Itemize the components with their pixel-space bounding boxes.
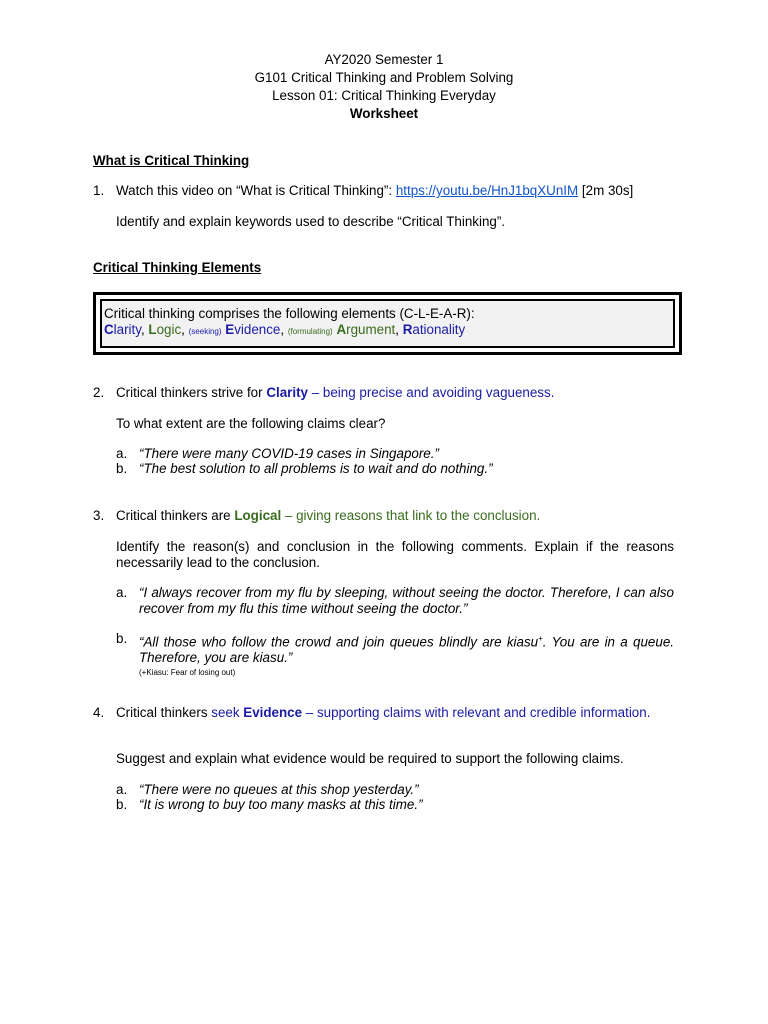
item-number-4: 4. <box>93 705 105 720</box>
item-4-seek: seek <box>211 705 244 720</box>
kiasu-footnote: (+Kiasu: Fear of losing out) <box>139 668 236 677</box>
item-1-text <box>116 183 674 199</box>
separator: , <box>181 322 189 337</box>
item-3-definition: – giving reasons that link to the conclusion. <box>281 508 541 523</box>
clear-elements-inner-box <box>100 299 675 348</box>
item-4-prefix: Critical thinkers <box>116 705 212 720</box>
item-2-definition: – being precise and avoiding vagueness. <box>308 385 555 400</box>
item-2-prefix: Critical thinkers strive for <box>116 385 267 400</box>
item-number-2: 2. <box>93 385 105 400</box>
formulating-note: (formulating) <box>287 327 333 336</box>
rationality-word: ationality <box>412 322 466 337</box>
item-3-question: Identify the reason(s) and conclusion in the following comments. Explain if the reasons necessarily lead to the conclusion. <box>116 539 674 570</box>
seeking-note: (seeking) <box>188 327 222 336</box>
clarity-word: larity <box>113 322 141 337</box>
document-header <box>0 51 768 123</box>
footnote-marker: + <box>538 634 543 643</box>
evidence-initial: E <box>225 322 235 337</box>
item-3a-label: a. <box>116 585 128 600</box>
item-2a-claim: “There were many COVID-19 cases in Singapore.” <box>139 446 439 461</box>
item-1-duration: [2m 30s] <box>578 183 634 198</box>
rationality-initial: R <box>402 322 413 337</box>
separator: , <box>280 322 288 337</box>
item-2b-label: b. <box>116 461 128 476</box>
item-3-keyword: Logical <box>234 508 282 523</box>
clear-box-intro: Critical thinking comprises the following elements (C-L-E-A-R): <box>104 306 475 321</box>
item-2b-claim: “The best solution to all problems is to wait and do nothing.” <box>139 461 493 476</box>
item-3b-label: b. <box>116 631 128 646</box>
separator: , <box>395 322 403 337</box>
item-1-text-before: Watch this video on “What is Critical Thinking”: <box>116 183 396 198</box>
header-semester: AY2020 Semester 1 <box>324 52 444 67</box>
clear-elements-box <box>93 292 682 355</box>
item-3-statement <box>116 508 674 524</box>
header-lesson: Lesson 01: Critical Thinking Everyday <box>272 88 496 103</box>
item-4-statement <box>116 705 674 721</box>
header-course: G101 Critical Thinking and Problem Solving <box>254 70 514 85</box>
section-heading-ct-elements: Critical Thinking Elements <box>93 260 262 275</box>
item-3b-text-part1: “All those who follow the crowd and join queues blindly are kiasu <box>139 634 539 650</box>
item-4b-label: b. <box>116 797 128 812</box>
logic-word: ogic <box>156 322 182 337</box>
item-number-1: 1. <box>93 183 105 198</box>
section-heading-what-is-ct: What is Critical Thinking <box>93 153 250 168</box>
item-3b-comment <box>139 631 674 665</box>
evidence-word: vidence <box>234 322 281 337</box>
item-number-3: 3. <box>93 508 105 523</box>
argument-initial: A <box>336 322 347 337</box>
item-2-keyword: Clarity <box>266 385 308 400</box>
header-title: Worksheet <box>349 106 419 121</box>
item-1-instruction: Identify and explain keywords used to describe “Critical Thinking”. <box>116 214 506 229</box>
item-4-question: Suggest and explain what evidence would be required to support the following claims. <box>116 751 624 766</box>
item-4a-label: a. <box>116 782 128 797</box>
item-2-statement <box>116 385 674 401</box>
clarity-initial: C <box>104 322 114 337</box>
item-2-question: To what extent are the following claims clear? <box>116 416 386 431</box>
item-3a-comment: “I always recover from my flu by sleeping, without seeing the doctor. Therefore, I can also recover from my flu this time without seeing the doctor.” <box>139 585 674 616</box>
clear-box-elements <box>104 322 465 337</box>
item-4a-claim: “There were no queues at this shop yesterday.” <box>139 782 419 797</box>
argument-word: rgument <box>346 322 396 337</box>
item-3b-text-part2: . You are in a queue. Therefore, you are kiasu.” <box>139 634 674 665</box>
item-4-definition: – supporting claims with relevant and credible information. <box>302 705 651 720</box>
logic-initial: L <box>148 322 157 337</box>
item-3-prefix: Critical thinkers are <box>116 508 235 523</box>
item-4b-claim: “It is wrong to buy too many masks at this time.” <box>139 797 423 812</box>
separator: , <box>140 322 149 337</box>
video-link[interactable]: https://youtu.be/HnJ1bqXUnIM <box>395 183 579 198</box>
item-2a-label: a. <box>116 446 128 461</box>
item-4-keyword: Evidence <box>243 705 303 720</box>
